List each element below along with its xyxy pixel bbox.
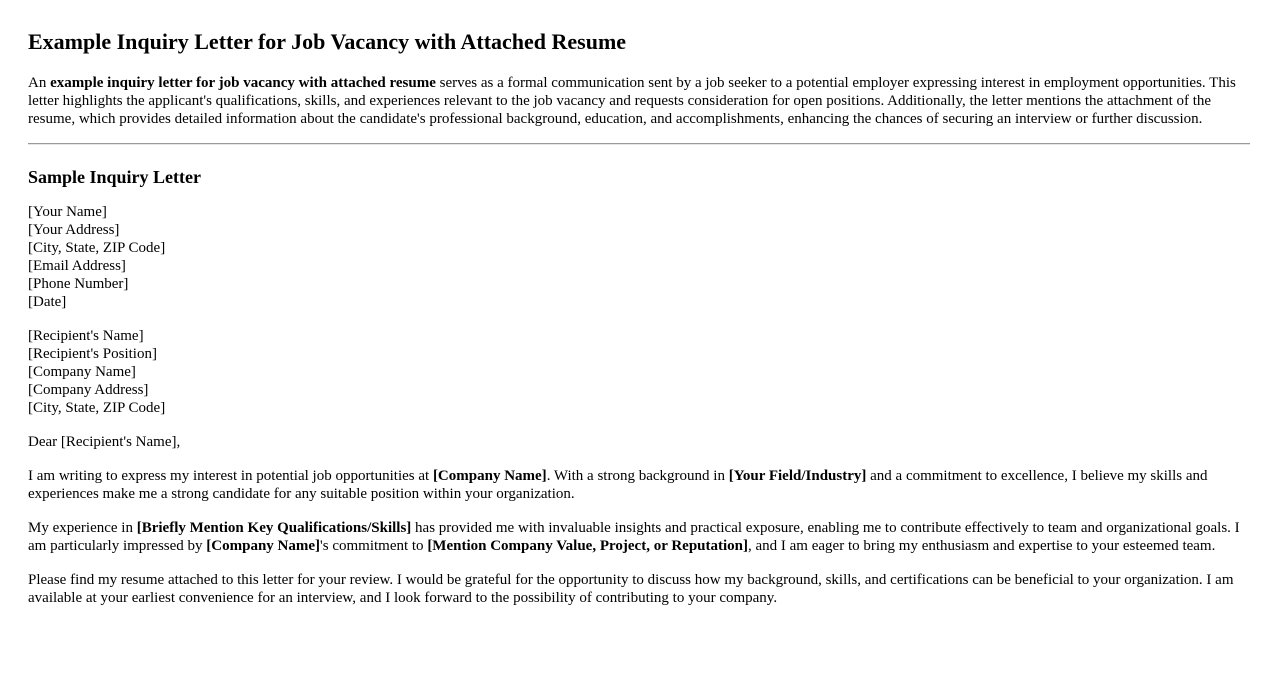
sender-address: [Your Address] — [28, 222, 120, 238]
sender-email: [Email Address] — [28, 258, 126, 274]
recipient-company: [Company Name] — [28, 364, 136, 380]
section-divider — [28, 143, 1250, 145]
salutation: Dear [Recipient's Name], — [28, 434, 181, 450]
para1-text-1: I am writing to express my interest in potential job opportunities at — [28, 468, 433, 484]
body-paragraph-1 — [28, 467, 1250, 503]
page-title: Example Inquiry Letter for Job Vacancy with Attached Resume — [28, 29, 627, 54]
para1-text-3: and a commitment to excellence, I believe my skills and experiences make me a strong candidate for any suitable position within your organization. — [28, 468, 1208, 502]
para1-text-2: . With a strong background in — [546, 468, 729, 484]
para2-text-4: , and I am eager to bring my enthusiasm and expertise to your esteemed team. — [748, 538, 1216, 554]
sender-name: [Your Name] — [28, 204, 107, 220]
letter-date: [Date] — [28, 294, 67, 310]
para2-text-2: has provided me with invaluable insights and practical exposure, enabling me to contribute effectively to team and organizational goals. I am particularly impressed by — [28, 520, 1240, 554]
recipient-address-block — [28, 327, 1250, 417]
para1-bold-1: [Company Name] — [432, 468, 547, 484]
sender-address-block — [28, 203, 1250, 311]
para2-bold-1: [Briefly Mention Key Qualifications/Skills] — [136, 520, 412, 536]
sender-city-state-zip: [City, State, ZIP Code] — [28, 240, 166, 256]
section-title: Sample Inquiry Letter — [28, 167, 201, 187]
recipient-city-state-zip: [City, State, ZIP Code] — [28, 400, 166, 416]
intro-bold-phrase: example inquiry letter for job vacancy with attached resume — [50, 75, 436, 91]
para2-text-1: My experience in — [28, 520, 137, 536]
intro-prefix: An — [28, 75, 51, 91]
intro-paragraph — [28, 74, 1250, 128]
recipient-company-address: [Company Address] — [28, 382, 149, 398]
para2-text-3: 's commitment to — [320, 538, 428, 554]
body-paragraph-3: Please find my resume attached to this letter for your review. I would be grateful for the opportunity to discuss how my background, skills, and certifications can be beneficial to your organization. I am available at your earliest convenience for an interview, and I look forward to the possibility of contributing to your company. — [28, 572, 1234, 606]
intro-rest: serves as a formal communication sent by a job seeker to a potential employer expressing interest in employment opportunities. This letter highlights the applicant's qualifications, skills, and experiences relevant to the job vacancy and requests consideration for open positions. Additionally, the letter mentions the attachment of the resume, which provides detailed information about the candidate's professional background, education, and accomplishments, enhancing the chances of securing an interview or further discussion. — [28, 75, 1236, 127]
recipient-name: [Recipient's Name] — [28, 328, 144, 344]
para2-bold-2: [Company Name] — [206, 538, 321, 554]
body-paragraph-2 — [28, 519, 1250, 555]
sender-phone: [Phone Number] — [28, 276, 129, 292]
document-page — [0, 29, 1278, 607]
para1-bold-2: [Your Field/Industry] — [728, 468, 867, 484]
para2-bold-3: [Mention Company Value, Project, or Reputation] — [427, 538, 748, 554]
recipient-position: [Recipient's Position] — [28, 346, 157, 362]
